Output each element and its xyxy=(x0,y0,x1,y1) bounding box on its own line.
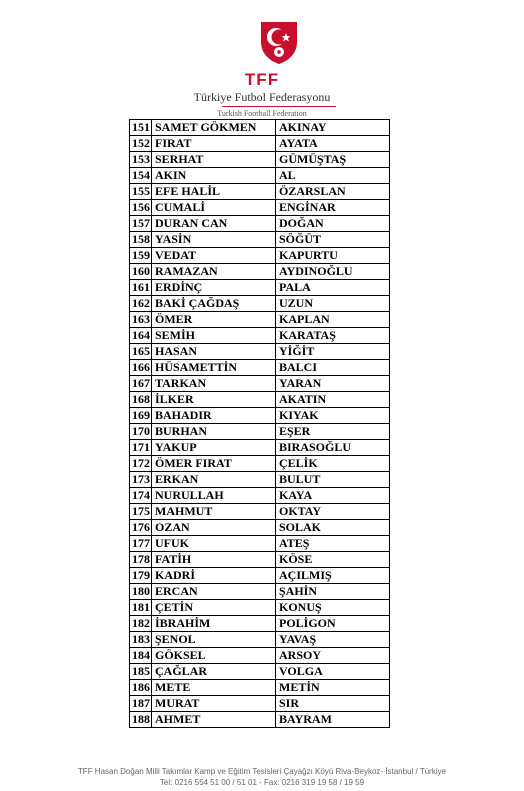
first-name-cell: DURAN CAN xyxy=(152,216,276,232)
first-name-cell: ERKAN xyxy=(152,472,276,488)
first-name-cell: UFUK xyxy=(152,536,276,552)
first-name-cell: FIRAT xyxy=(152,136,276,152)
table-row xyxy=(130,664,390,680)
row-number: 159 xyxy=(130,248,152,264)
table-row xyxy=(130,184,390,200)
first-name-cell: BURHAN xyxy=(152,424,276,440)
table-row xyxy=(130,536,390,552)
table-row xyxy=(130,488,390,504)
table-row xyxy=(130,360,390,376)
first-name-cell: YAKUP xyxy=(152,440,276,456)
last-name-cell: ARSOY xyxy=(276,648,390,664)
row-number: 188 xyxy=(130,712,152,728)
table-row xyxy=(130,584,390,600)
row-number: 167 xyxy=(130,376,152,392)
letterhead xyxy=(0,0,524,122)
brand-name: TFF xyxy=(244,70,280,89)
row-number: 181 xyxy=(130,600,152,616)
first-name-cell: ÖMER xyxy=(152,312,276,328)
first-name-cell: BAKİ ÇAĞDAŞ xyxy=(152,296,276,312)
table-row xyxy=(130,504,390,520)
table-row xyxy=(130,472,390,488)
first-name-cell: METE xyxy=(152,680,276,696)
table-row xyxy=(130,408,390,424)
last-name-cell: AKINAY xyxy=(276,120,390,136)
footer-address: TFF Hasan Doğan Milli Takımlar Kamp ve Eğitim Tesisleri Çayağzı Köyü Riva-Beykoz- İstanbul / Türkiye xyxy=(77,767,447,776)
row-number: 163 xyxy=(130,312,152,328)
last-name-cell: ÖZARSLAN xyxy=(276,184,390,200)
first-name-cell: SERHAT xyxy=(152,152,276,168)
row-number: 187 xyxy=(130,696,152,712)
table-row xyxy=(130,136,390,152)
last-name-cell: BULUT xyxy=(276,472,390,488)
row-number: 185 xyxy=(130,664,152,680)
last-name-cell: AYDINOĞLU xyxy=(276,264,390,280)
row-number: 175 xyxy=(130,504,152,520)
row-number: 158 xyxy=(130,232,152,248)
federation-name-en: Turkish Football Federation xyxy=(217,109,307,118)
table-row xyxy=(130,424,390,440)
last-name-cell: UZUN xyxy=(276,296,390,312)
last-name-cell: ATEŞ xyxy=(276,536,390,552)
first-name-cell: İLKER xyxy=(152,392,276,408)
last-name-cell: METİN xyxy=(276,680,390,696)
table-row xyxy=(130,440,390,456)
first-name-cell: AKIN xyxy=(152,168,276,184)
table-row xyxy=(130,264,390,280)
last-name-cell: BAYRAM xyxy=(276,712,390,728)
last-name-cell: KAPURTU xyxy=(276,248,390,264)
first-name-cell: FATİH xyxy=(152,552,276,568)
first-name-cell: HASAN xyxy=(152,344,276,360)
last-name-cell: DOĞAN xyxy=(276,216,390,232)
table-row xyxy=(130,616,390,632)
table-row xyxy=(130,296,390,312)
row-number: 170 xyxy=(130,424,152,440)
first-name-cell: NURULLAH xyxy=(152,488,276,504)
last-name-cell: ÇELİK xyxy=(276,456,390,472)
row-number: 164 xyxy=(130,328,152,344)
row-number: 151 xyxy=(130,120,152,136)
last-name-cell: POLİGON xyxy=(276,616,390,632)
table-row xyxy=(130,344,390,360)
last-name-cell: AL xyxy=(276,168,390,184)
row-number: 166 xyxy=(130,360,152,376)
row-number: 160 xyxy=(130,264,152,280)
footer-contact: Tel: 0216 554 51 00 / 51 01 - Fax: 0216 319 19 58 / 19 59 xyxy=(159,778,365,787)
first-name-cell: KADRİ xyxy=(152,568,276,584)
first-name-cell: ÖMER FIRAT xyxy=(152,456,276,472)
row-number: 156 xyxy=(130,200,152,216)
table-row xyxy=(130,312,390,328)
last-name-cell: SIR xyxy=(276,696,390,712)
row-number: 162 xyxy=(130,296,152,312)
first-name-cell: ERCAN xyxy=(152,584,276,600)
first-name-cell: ÇETİN xyxy=(152,600,276,616)
last-name-cell: SÖĞÜT xyxy=(276,232,390,248)
first-name-cell: MURAT xyxy=(152,696,276,712)
row-number: 172 xyxy=(130,456,152,472)
last-name-cell: GÜMÜŞTAŞ xyxy=(276,152,390,168)
table-row xyxy=(130,648,390,664)
federation-name-tr: Türkiye Futbol Federasyonu xyxy=(193,90,331,104)
row-number: 183 xyxy=(130,632,152,648)
table-row xyxy=(130,456,390,472)
table-row xyxy=(130,168,390,184)
last-name-cell: AYATA xyxy=(276,136,390,152)
table-row xyxy=(130,712,390,728)
footer xyxy=(0,766,524,788)
first-name-cell: MAHMUT xyxy=(152,504,276,520)
last-name-cell: AKATIN xyxy=(276,392,390,408)
header-divider xyxy=(222,106,336,107)
row-number: 178 xyxy=(130,552,152,568)
first-name-cell: YASİN xyxy=(152,232,276,248)
last-name-cell: KIYAK xyxy=(276,408,390,424)
first-name-cell: İBRAHİM xyxy=(152,616,276,632)
first-name-cell: GÖKSEL xyxy=(152,648,276,664)
last-name-cell: KARATAŞ xyxy=(276,328,390,344)
row-number: 179 xyxy=(130,568,152,584)
table-row xyxy=(130,232,390,248)
row-number: 165 xyxy=(130,344,152,360)
last-name-cell: ŞAHİN xyxy=(276,584,390,600)
table-row xyxy=(130,600,390,616)
table-row xyxy=(130,520,390,536)
row-number: 174 xyxy=(130,488,152,504)
last-name-cell: BIRASOĞLU xyxy=(276,440,390,456)
table-row xyxy=(130,152,390,168)
table-row xyxy=(130,200,390,216)
row-number: 161 xyxy=(130,280,152,296)
table-row xyxy=(130,216,390,232)
table-row xyxy=(130,632,390,648)
player-list-body xyxy=(130,120,390,728)
last-name-cell: YAVAŞ xyxy=(276,632,390,648)
row-number: 153 xyxy=(130,152,152,168)
row-number: 177 xyxy=(130,536,152,552)
table-row xyxy=(130,696,390,712)
first-name-cell: OZAN xyxy=(152,520,276,536)
row-number: 157 xyxy=(130,216,152,232)
table-row xyxy=(130,120,390,136)
first-name-cell: BAHADIR xyxy=(152,408,276,424)
first-name-cell: RAMAZAN xyxy=(152,264,276,280)
last-name-cell: YARAN xyxy=(276,376,390,392)
row-number: 173 xyxy=(130,472,152,488)
row-number: 155 xyxy=(130,184,152,200)
last-name-cell: KAYA xyxy=(276,488,390,504)
row-number: 180 xyxy=(130,584,152,600)
table-row xyxy=(130,280,390,296)
row-number: 182 xyxy=(130,616,152,632)
row-number: 154 xyxy=(130,168,152,184)
table-row xyxy=(130,568,390,584)
row-number: 186 xyxy=(130,680,152,696)
row-number: 184 xyxy=(130,648,152,664)
row-number: 176 xyxy=(130,520,152,536)
table-row xyxy=(130,376,390,392)
last-name-cell: AÇILMIŞ xyxy=(276,568,390,584)
first-name-cell: HÜSAMETTİN xyxy=(152,360,276,376)
table-row xyxy=(130,328,390,344)
row-number: 152 xyxy=(130,136,152,152)
first-name-cell: CUMALİ xyxy=(152,200,276,216)
last-name-cell: KONUŞ xyxy=(276,600,390,616)
row-number: 168 xyxy=(130,392,152,408)
player-list-table xyxy=(129,119,390,728)
first-name-cell: VEDAT xyxy=(152,248,276,264)
last-name-cell: VOLGA xyxy=(276,664,390,680)
last-name-cell: SOLAK xyxy=(276,520,390,536)
first-name-cell: ŞENOL xyxy=(152,632,276,648)
last-name-cell: KÖSE xyxy=(276,552,390,568)
last-name-cell: KAPLAN xyxy=(276,312,390,328)
last-name-cell: EŞER xyxy=(276,424,390,440)
first-name-cell: TARKAN xyxy=(152,376,276,392)
row-number: 171 xyxy=(130,440,152,456)
last-name-cell: BALCI xyxy=(276,360,390,376)
first-name-cell: ÇAĞLAR xyxy=(152,664,276,680)
table-row xyxy=(130,392,390,408)
last-name-cell: OKTAY xyxy=(276,504,390,520)
tff-crest-logo xyxy=(255,18,303,66)
table-row xyxy=(130,552,390,568)
first-name-cell: SEMİH xyxy=(152,328,276,344)
first-name-cell: AHMET xyxy=(152,712,276,728)
table-row xyxy=(130,680,390,696)
table-row xyxy=(130,248,390,264)
last-name-cell: PALA xyxy=(276,280,390,296)
first-name-cell: ERDİNÇ xyxy=(152,280,276,296)
last-name-cell: ENGİNAR xyxy=(276,200,390,216)
first-name-cell: EFE HALİL xyxy=(152,184,276,200)
last-name-cell: YİĞİT xyxy=(276,344,390,360)
row-number: 169 xyxy=(130,408,152,424)
first-name-cell: SAMET GÖKMEN xyxy=(152,120,276,136)
